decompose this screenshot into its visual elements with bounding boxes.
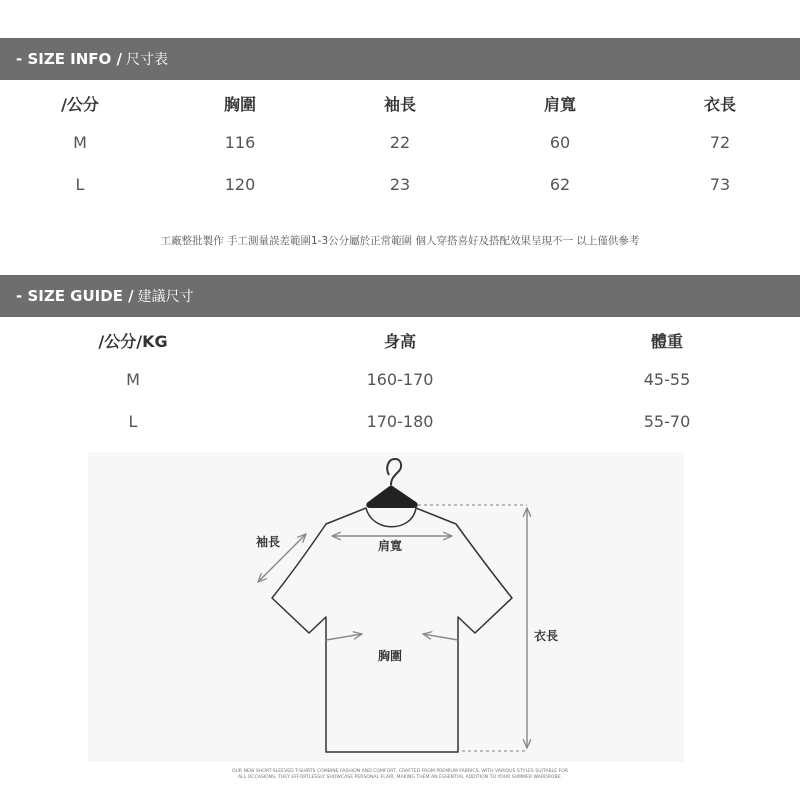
size-guide-title-cn: 建議尺寸: [137, 289, 194, 305]
size-info-header-sleeve: 袖長: [383, 95, 417, 114]
length-value: 73: [709, 175, 731, 194]
weight-range: 45-55: [643, 370, 691, 389]
size-label: M: [126, 370, 140, 389]
table-row: [0, 175, 800, 199]
shoulder-label: 肩寬: [378, 539, 403, 553]
size-info-banner: [0, 38, 800, 80]
chest-label: 胸圍: [378, 649, 403, 663]
size-guide-header-row: [0, 329, 800, 353]
footnote-line-2: ALL OCCASIONS, THEY EFFORTLESSLY SHOWCASE PERSONAL FLAIR, MAKING THEM AN ESSENTIAL ADDITION TO YOUR SUMMER WARDROBE.: [237, 775, 563, 780]
length-label: 衣長: [534, 629, 559, 643]
shoulder-value: 60: [549, 133, 571, 152]
size-info-title-cn: 尺寸表: [126, 52, 169, 68]
chest-value: 120: [224, 175, 256, 194]
hanger-icon: [366, 459, 417, 508]
size-info-header-length: 衣長: [703, 95, 737, 114]
size-label: M: [73, 133, 87, 152]
product-footnote: [0, 769, 800, 781]
size-info-header-shoulder: 肩寬: [543, 95, 577, 114]
size-guide-header-weight: 體重: [650, 332, 684, 351]
size-guide-title-en: - SIZE GUIDE /: [16, 287, 134, 305]
sleeve-value: 22: [389, 133, 411, 152]
weight-range: 55-70: [643, 412, 691, 431]
size-info-header-row: [0, 92, 800, 116]
chest-value: 116: [224, 133, 256, 152]
table-row: [0, 412, 800, 436]
length-value: 72: [709, 133, 731, 152]
table-row: [0, 133, 800, 157]
chest-arrow-left: [326, 634, 362, 640]
chest-arrow-right: [423, 634, 458, 640]
size-guide-header-height: 身高: [383, 332, 417, 351]
height-range: 160-170: [366, 370, 434, 389]
size-info-header-chest: 胸圍: [223, 95, 257, 114]
size-label: L: [128, 412, 138, 431]
size-guide-header-unit: /公分/KG: [98, 332, 168, 351]
garment-diagram: [88, 452, 684, 762]
table-row: [0, 370, 800, 394]
shoulder-value: 62: [549, 175, 571, 194]
size-label: L: [75, 175, 85, 194]
footnote-line-1: OUR NEW SHORT-SLEEVED T-SHIRTS COMBINE FASHION AND COMFORT, CRAFTED FROM PREMIUM FABRICS. WITH VARIOUS STYLES SUITABLE FOR: [231, 769, 569, 774]
size-guide-banner: [0, 275, 800, 317]
size-info-header-unit: /公分: [61, 95, 99, 114]
measurement-note: 工廠整批製作 手工測量誤差範圍1-3公分屬於正常範圍 個人穿搭喜好及搭配效果呈現不一 以上僅供參考: [160, 235, 640, 247]
sleeve-value: 23: [389, 175, 411, 194]
tshirt-diagram-svg: [88, 452, 684, 762]
height-range: 170-180: [366, 412, 434, 431]
sleeve-label: 袖長: [256, 535, 281, 549]
size-info-title-en: - SIZE INFO /: [16, 50, 123, 68]
